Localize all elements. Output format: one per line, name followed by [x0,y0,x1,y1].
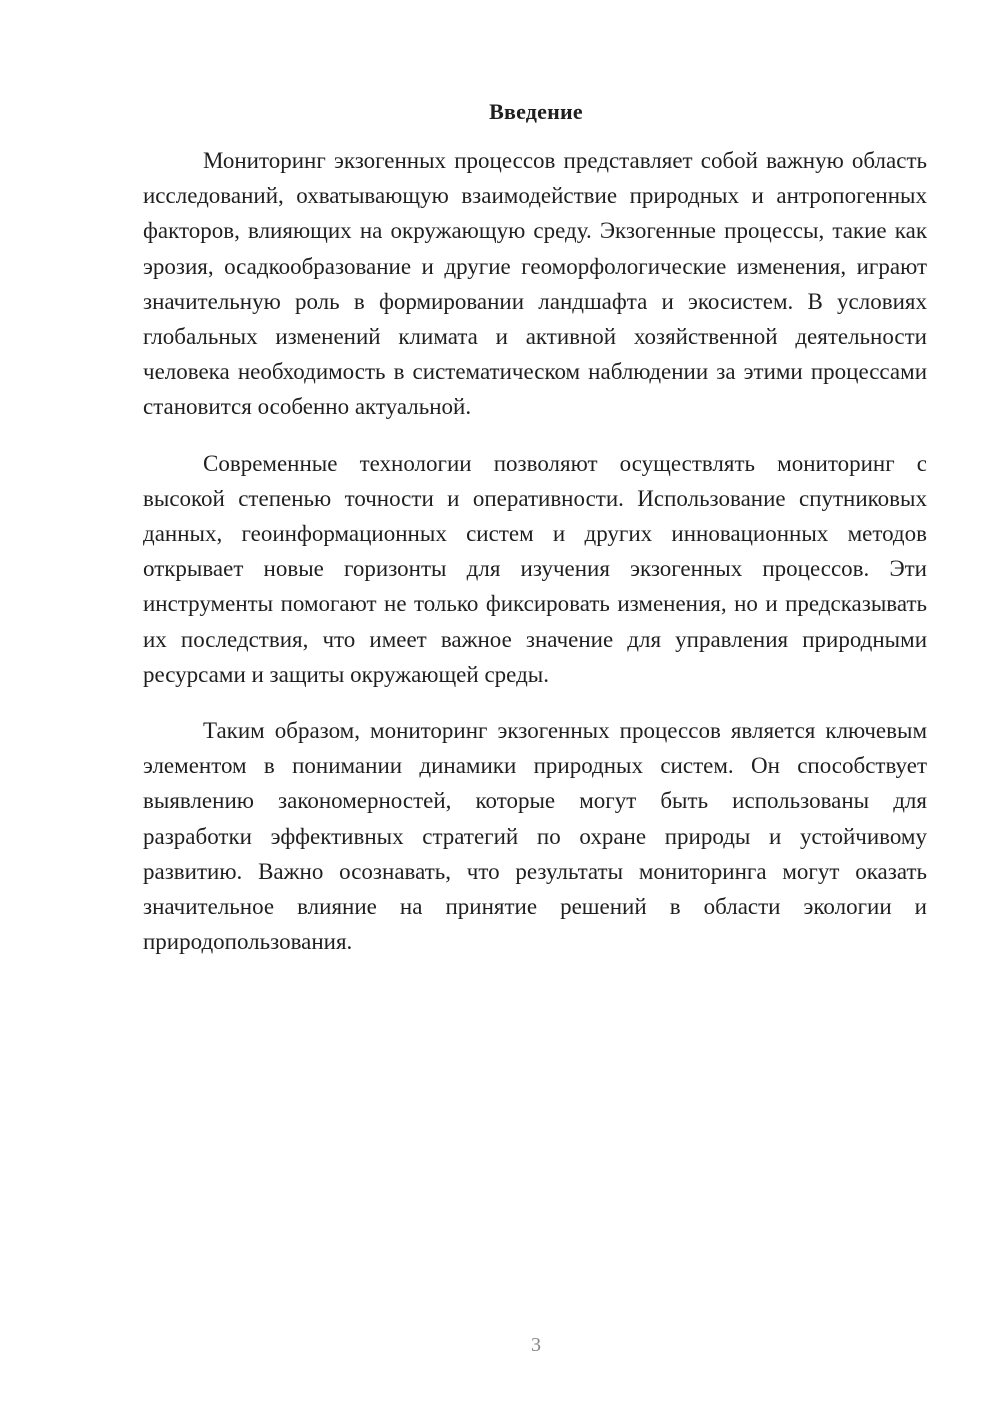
body-text [143,143,927,959]
page-number: 3 [531,1334,541,1356]
paragraph-1: Мониторинг экзогенных процессов представляет собой важную область исследований, охватывающую взаимодействие природных и антропогенных факторов, влияющих на окружающую среду. Экзогенные процессы, такие как эрозия, осадкообразование и другие геоморфологические изменения, играют значительную роль в формировании ландшафта и экосистем. В условиях глобальных изменений климата и активной хозяйственной деятельности человека необходимость в систематическом наблюдении за этими процессами становится особенно актуальной. [143,148,927,420]
paragraph-2: Современные технологии позволяют осуществлять мониторинг с высокой степенью точности и оперативности. Использование спутниковых данных, геоинформационных систем и других инновационных методов открывает новые горизонты для изучения экзогенных процессов. Эти инструменты помогают не только фиксировать изменения, но и предсказывать их последствия, что имеет важное значение для управления природными ресурсами и защиты окружающей среды. [143,450,927,687]
paragraph-3: Таким образом, мониторинг экзогенных процессов является ключевым элементом в понимании динамики природных систем. Он способствует выявлению закономерностей, которые могут быть использованы для разработки эффективных стратегий по охране природы и устойчивому развитию. Важно осознавать, что результаты мониторинга могут оказать значительное влияние на принятие решений в области экологии и природопользования. [143,718,927,955]
page-title: Введение [489,99,583,124]
